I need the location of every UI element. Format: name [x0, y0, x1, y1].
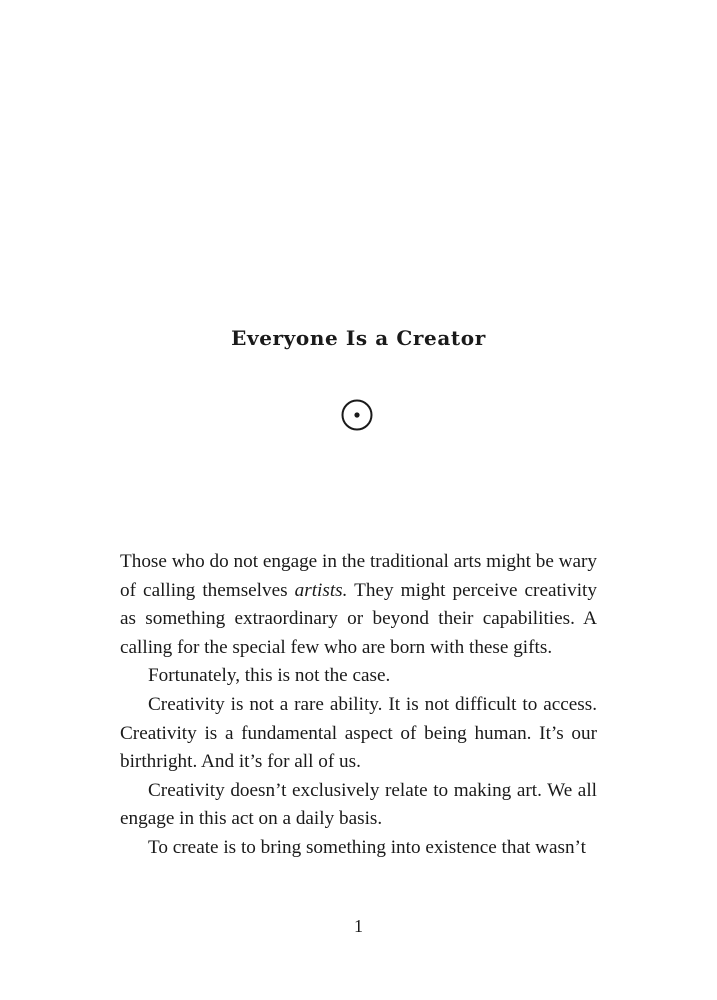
chapter-title: Everyone Is a Creator	[231, 326, 486, 350]
paragraph: Fortunately, this is not the case.	[148, 665, 391, 687]
circled-dot-icon	[341, 399, 373, 431]
paragraph: Creativity doesn’t exclusively relate to making art. We all engage in this act on a daily basis.	[120, 779, 597, 830]
paragraph-text: They might perceive creativity as something extraordinary or beyond their capabilities. A calling for the special few who are born with these gifts.	[120, 579, 597, 658]
paragraph-text: Those who do not engage in the traditional arts might be wary of calling themselves	[120, 551, 597, 601]
emphasis-text: artists.	[294, 579, 348, 601]
page-number: 1	[354, 916, 363, 936]
paragraph: To create is to bring something into existence that wasn’t	[148, 836, 586, 858]
paragraph: Creativity is not a rare ability. It is not difficult to access. Creativity is a fundamental aspect of being human. It’s our birthright. And it’s for all of us.	[120, 693, 597, 773]
body-text	[120, 548, 597, 863]
paragraph	[120, 548, 597, 662]
